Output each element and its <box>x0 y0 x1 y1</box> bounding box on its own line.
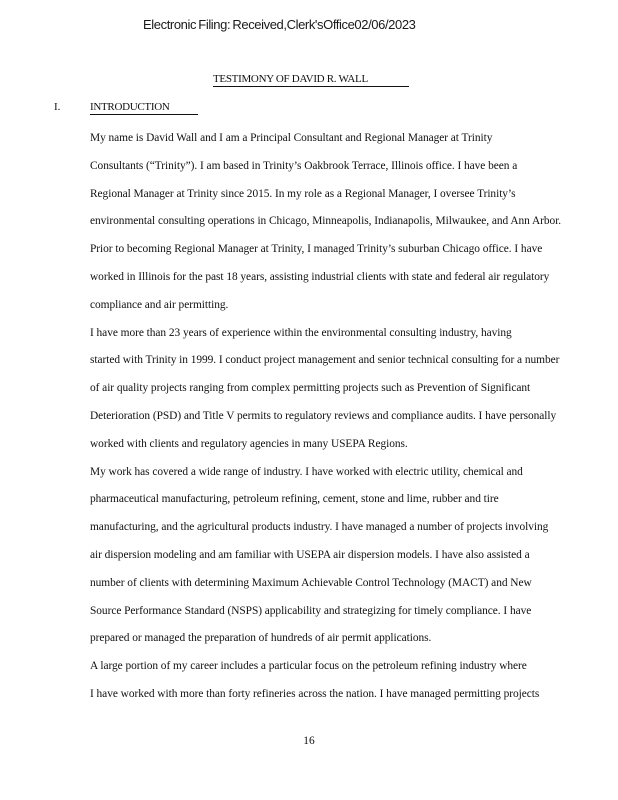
text-line: A large portion of my career includes a particular focus on the petroleum refining industry where <box>90 660 527 673</box>
text-line: compliance and air permitting. <box>90 298 229 311</box>
text-line: I have worked with more than forty refineries across the nation. I have managed permitting projects <box>90 687 540 700</box>
text-line: air dispersion modeling and am familiar with USEPA air dispersion models. I have also assisted a <box>90 548 530 561</box>
text-line: of air quality projects ranging from complex permitting projects such as Prevention of Significant <box>90 382 531 395</box>
text-line: manufacturing, and the agricultural products industry. I have managed a number of projects involving <box>90 521 549 534</box>
electronic-filing-stamp: Electronic Filing: Received,Clerk'sOffice02/06/2023 <box>143 17 416 32</box>
text-line: prepared or managed the preparation of hundreds of air permit applications. <box>90 632 432 645</box>
text-line: worked with clients and regulatory agencies in many USEPA Regions. <box>90 437 408 450</box>
text-line: Consultants (“Trinity”). I am based in Trinity’s Oakbrook Terrace, Illinois office. I have been a <box>90 159 518 172</box>
section-title: INTRODUCTION <box>90 101 198 115</box>
text-line: My work has covered a wide range of industry. I have worked with electric utility, chemical and <box>90 465 523 478</box>
section-number: I. <box>54 101 61 113</box>
text-line: Deterioration (PSD) and Title V permits to regulatory reviews and compliance audits. I have personally <box>90 409 557 422</box>
paragraph-4 <box>54 653 574 709</box>
section-heading <box>54 101 198 115</box>
document-title: TESTIMONY OF DAVID R. WALL <box>213 73 409 87</box>
text-line: started with Trinity in 1999. I conduct project management and senior technical consulting for a number <box>90 354 560 367</box>
text-line: I have more than 23 years of experience within the environmental consulting industry, having <box>90 326 512 339</box>
paragraph-3 <box>54 459 574 654</box>
text-line: Regional Manager at Trinity since 2015. In my role as a Regional Manager, I oversee Trinity’s <box>90 187 516 200</box>
text-line: worked in Illinois for the past 18 years, assisting industrial clients with state and federal air regulatory <box>90 270 550 283</box>
body-text <box>54 125 574 709</box>
paragraph-2 <box>54 320 574 459</box>
text-line: Source Performance Standard (NSPS) applicability and strategizing for timely compliance. I have <box>90 604 532 617</box>
paragraph-1 <box>54 125 574 320</box>
text-line: number of clients with determining Maximum Achievable Control Technology (MACT) and New <box>90 576 532 589</box>
text-line: Prior to becoming Regional Manager at Trinity, I managed Trinity’s suburban Chicago office. I have <box>90 243 543 256</box>
text-line: pharmaceutical manufacturing, petroleum refining, cement, stone and lime, rubber and tire <box>90 493 499 506</box>
text-line: My name is David Wall and I am a Principal Consultant and Regional Manager at Trinity <box>90 132 493 144</box>
page-number: 16 <box>303 735 315 747</box>
text-line: environmental consulting operations in Chicago, Minneapolis, Indianapolis, Milwaukee, and Ann Arbor. <box>90 215 562 228</box>
